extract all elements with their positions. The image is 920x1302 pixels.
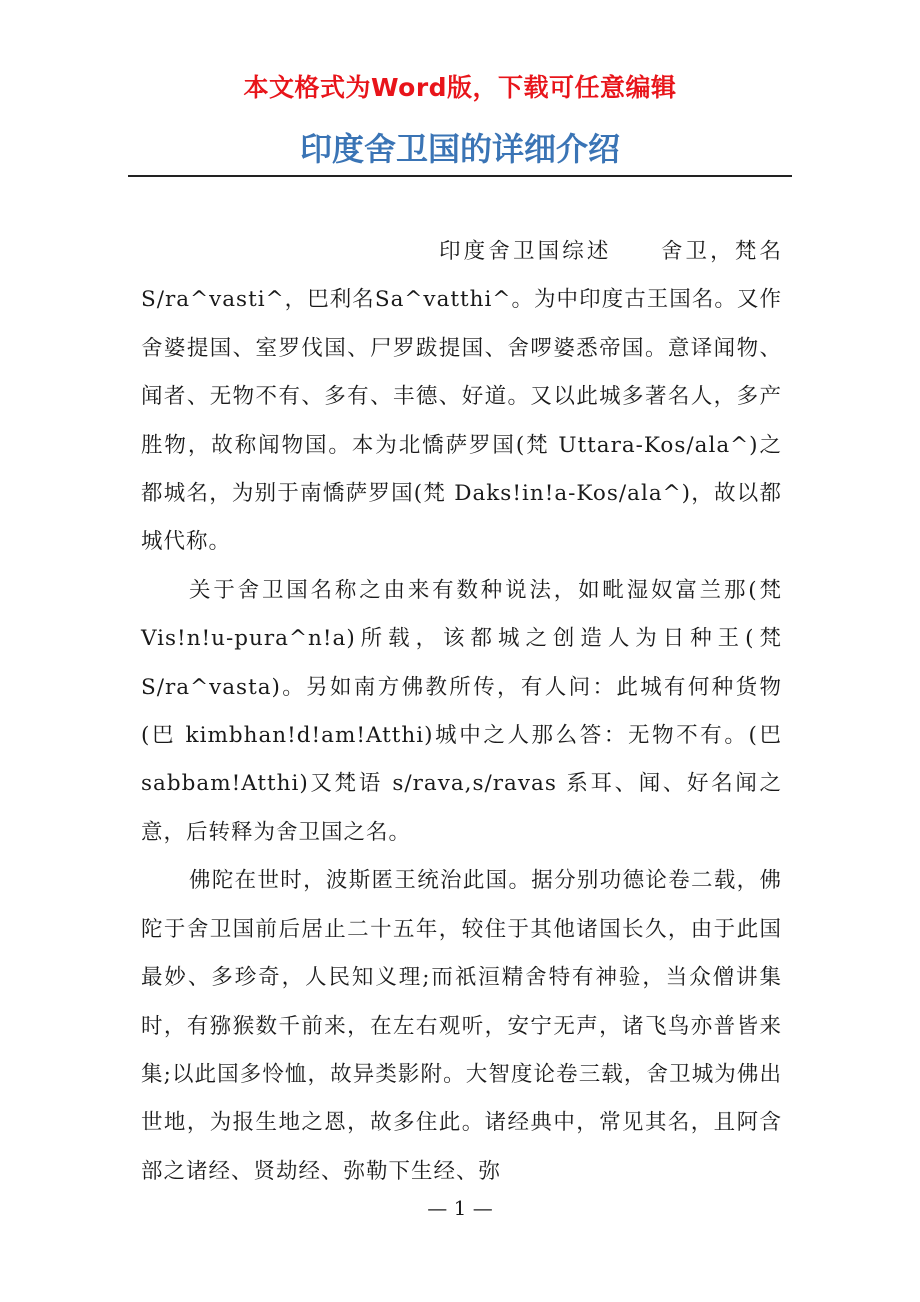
document-body [141, 228, 782, 1196]
paragraph-buddha-era: 佛陀在世时，波斯匿王统治此国。据分别功德论卷二载，佛陀于舍卫国前后居止二十五年，较住于其他诸国长久，由于此国最妙、多珍奇，人民知义理;而祇洹精舍特有神验，当众僧讲集时，有猕猴数千前来，在左右观听，安宁无声，诸飞鸟亦普皆来集;以此国多怜恤，故异类影附。大智度论卷三载，舍卫城为佛出世地，为报生地之恩，故多住此。诸经典中，常见其名，且阿含部之诸经、贤劫经、弥勒下生经、弥 [141, 868, 782, 1184]
page-number: — 1 — [427, 1196, 493, 1220]
title-divider [128, 175, 792, 177]
paragraph-name-origin: 关于舍卫国名称之由来有数种说法，如毗湿奴富兰那(梵 Vis!n!u-pura^n!a)所载，该都城之创造人为日种王(梵S/ra^vasta)。另如南方佛教所传，有人问：此城有何种货物(巴 kimbhan!d!am!Atthi)城中之人那么答：无物不有。(巴 sabbam!Atthi)又梵语 s/rava,s/ravas 系耳、闻、好名闻之意，后转释为舍卫国之名。 [141, 577, 782, 845]
paragraph-overview: 印度舍卫国综述 舍卫，梵名S/ra^vasti^，巴利名Sa^vatthi^。为中印度古王国名。又作舍婆提国、室罗伐国、尸罗跋提国、舍啰婆悉帝国。意译闻物、闻者、无物不有、多有、丰德、好道。又以此城多著名人，多产胜物，故称闻物国。本为北憍萨罗国(梵 Uttara-Kos/ala^)之都城名，为别于南憍萨罗国(梵 Daks!in!a-Kos/ala^)，故以都城代称。 [141, 239, 782, 555]
download-banner: 本文格式为Word版，下载可任意编辑 [243, 73, 677, 102]
page-title: 印度舍卫国的详细介绍 [299, 130, 620, 168]
